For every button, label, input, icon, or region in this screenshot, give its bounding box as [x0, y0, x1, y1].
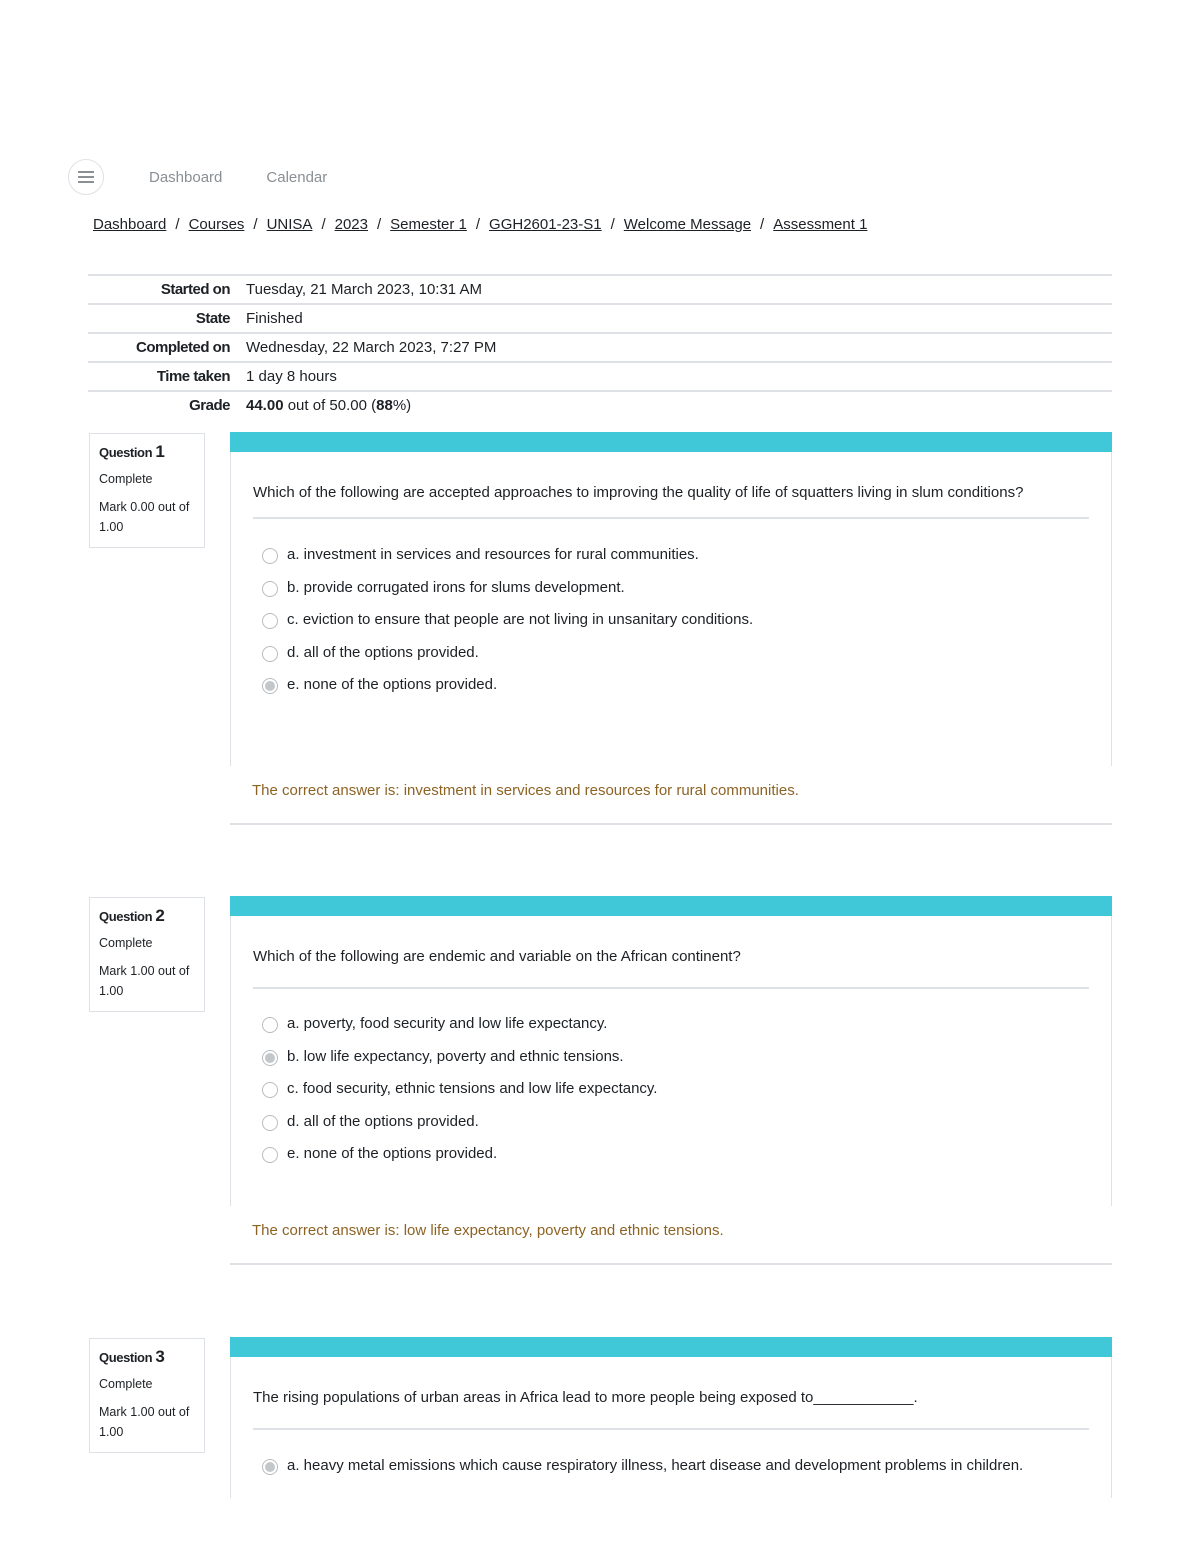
summary-label: State — [195, 310, 230, 327]
answer-option[interactable] — [262, 1454, 1089, 1478]
option-label: c. food security, ethnic tensions and low life expectancy. — [287, 1080, 658, 1097]
answer-option[interactable] — [262, 1077, 1089, 1101]
grade-out-of: out of 50.00 ( — [283, 397, 377, 414]
grade-suffix: %) — [392, 397, 412, 414]
correct-answer-feedback: The correct answer is: low life expectancy, poverty and ethnic tensions. — [230, 1206, 1112, 1265]
summary-row-completed — [88, 334, 1112, 363]
summary-label: Completed on — [136, 339, 230, 356]
answer-option[interactable] — [262, 1012, 1089, 1036]
question-text: Which of the following are accepted approaches to improving the quality of life of squatters living in slum conditions? — [253, 452, 1089, 519]
option-label: d. all of the options provided. — [287, 1112, 479, 1130]
question-number: Question 1 — [99, 442, 165, 461]
answer-option[interactable] — [262, 608, 1089, 632]
answer-option[interactable] — [262, 543, 1089, 567]
breadcrumb-course[interactable]: GGH2601-23-S1 — [489, 216, 602, 233]
answer-options — [253, 519, 1089, 697]
question-number: Question 3 — [99, 1347, 165, 1366]
question-text: Which of the following are endemic and variable on the African continent? — [253, 916, 1089, 989]
breadcrumb: Dashboard / Courses / UNISA / 2023 / Semester 1 / GGH2601-23-S1 / Welcome Message / Assessment 1 — [93, 216, 868, 233]
breadcrumb-dashboard[interactable]: Dashboard — [93, 216, 167, 233]
summary-value: Wednesday, 22 March 2023, 7:27 PM — [246, 339, 497, 356]
option-label: e. none of the options provided. — [287, 676, 498, 693]
breadcrumb-semester[interactable]: Semester 1 — [390, 216, 467, 233]
question-state: Complete — [99, 936, 153, 950]
radio-button-selected[interactable] — [262, 1459, 278, 1475]
summary-row-grade — [88, 392, 1112, 419]
question-body — [230, 452, 1112, 766]
radio-button[interactable] — [262, 613, 278, 629]
question-mark: Mark 0.00 out of 1.00 — [99, 500, 190, 534]
option-label: a. investment in services and resources for rural communities. — [287, 546, 699, 563]
summary-value: 1 day 8 hours — [246, 368, 337, 385]
option-label: c. eviction to ensure that people are not living in unsanitary conditions. — [287, 611, 754, 628]
radio-button[interactable] — [262, 646, 278, 662]
summary-label: Started on — [160, 281, 230, 298]
radio-button-selected[interactable] — [262, 678, 278, 694]
summary-value: Tuesday, 21 March 2023, 10:31 AM — [246, 281, 482, 298]
top-navigation — [68, 158, 327, 196]
question-mark: Mark 1.00 out of 1.00 — [99, 1405, 190, 1439]
answer-option[interactable] — [262, 1142, 1089, 1166]
question-mark: Mark 1.00 out of 1.00 — [99, 964, 190, 998]
drawer-toggle-button[interactable] — [68, 159, 104, 195]
option-label: b. low life expectancy, poverty and ethnic tensions. — [287, 1047, 624, 1065]
option-label: e. none of the options provided. — [287, 1145, 498, 1162]
answer-options — [253, 989, 1089, 1166]
question-text: The rising populations of urban areas in Africa lead to more people being exposed to____________. — [253, 1357, 1089, 1430]
grade-percent: 88 — [376, 397, 393, 414]
question-body — [230, 1357, 1112, 1498]
radio-button-selected[interactable] — [262, 1050, 278, 1066]
grade-score: 44.00 — [246, 397, 284, 414]
option-label: a. heavy metal emissions which cause respiratory illness, heart disease and development problems in children. — [287, 1457, 1024, 1474]
radio-button[interactable] — [262, 581, 278, 597]
question-header-bar — [230, 896, 1112, 916]
summary-value: Finished — [246, 310, 303, 327]
radio-button[interactable] — [262, 1082, 278, 1098]
breadcrumb-unisa[interactable]: UNISA — [266, 216, 313, 233]
breadcrumb-welcome-message[interactable]: Welcome Message — [623, 216, 752, 233]
question-card-1 — [230, 432, 1112, 825]
breadcrumb-year[interactable]: 2023 — [334, 216, 368, 233]
radio-button[interactable] — [262, 548, 278, 564]
option-label: d. all of the options provided. — [287, 643, 479, 661]
breadcrumb-assessment[interactable]: Assessment 1 — [773, 216, 868, 233]
correct-answer-feedback: The correct answer is: investment in services and resources for rural communities. — [230, 766, 1112, 825]
answer-options — [253, 1430, 1089, 1478]
answer-option[interactable] — [262, 673, 1089, 697]
answer-option[interactable] — [262, 641, 1089, 665]
option-label: a. poverty, food security and low life expectancy. — [287, 1015, 608, 1032]
question-body — [230, 916, 1112, 1206]
grade-value — [246, 397, 411, 414]
question-info-3 — [89, 1338, 205, 1453]
question-info-2 — [89, 897, 205, 1012]
summary-label: Time taken — [156, 368, 230, 385]
menu-icon — [78, 170, 94, 184]
question-number: Question 2 — [99, 906, 165, 925]
attempt-summary-table — [88, 274, 1112, 419]
answer-option[interactable] — [262, 1110, 1089, 1134]
summary-label: Grade — [189, 397, 230, 414]
question-header-bar — [230, 1337, 1112, 1357]
option-label: b. provide corrugated irons for slums development. — [287, 578, 625, 596]
summary-row-state — [88, 305, 1112, 334]
nav-dashboard-link[interactable]: Dashboard — [149, 168, 223, 186]
question-state: Complete — [99, 472, 153, 486]
radio-button[interactable] — [262, 1147, 278, 1163]
answer-option[interactable] — [262, 1045, 1089, 1069]
answer-option[interactable] — [262, 576, 1089, 600]
radio-button[interactable] — [262, 1115, 278, 1131]
question-header-bar — [230, 432, 1112, 452]
nav-calendar-link[interactable]: Calendar — [266, 168, 328, 186]
question-info-1 — [89, 433, 205, 548]
question-card-2 — [230, 896, 1112, 1265]
breadcrumb-courses[interactable]: Courses — [188, 216, 245, 233]
question-state: Complete — [99, 1377, 153, 1391]
radio-button[interactable] — [262, 1017, 278, 1033]
summary-row-time-taken — [88, 363, 1112, 392]
question-card-3 — [230, 1337, 1112, 1498]
summary-row-started — [88, 276, 1112, 305]
